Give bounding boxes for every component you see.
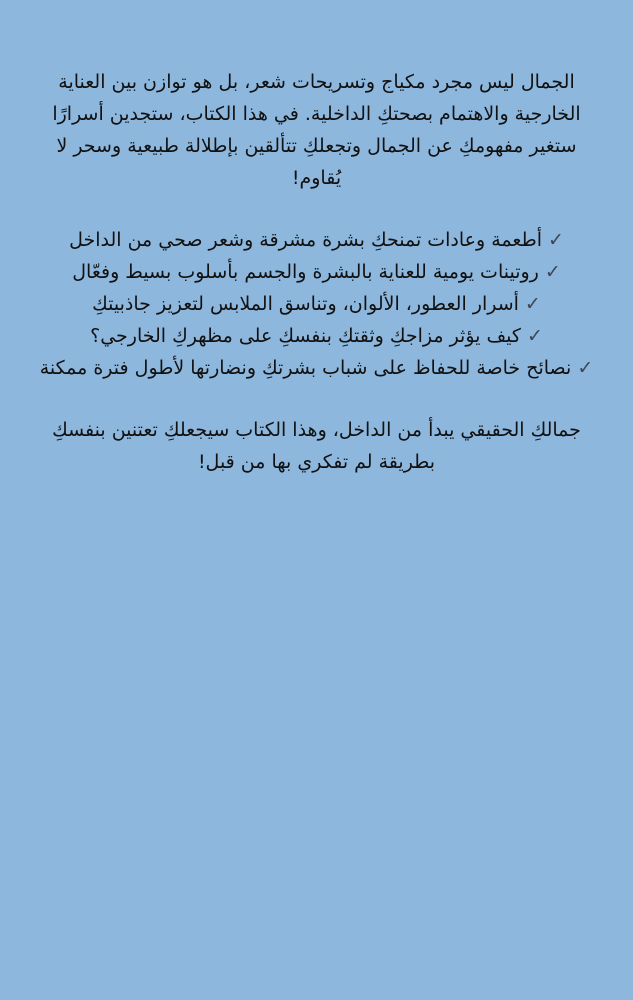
closing-paragraph: جمالكِ الحقيقي يبدأ من الداخل، وهذا الكتاب سيجعلكِ تعتنين بنفسكِ بطريقة لم تفكري بها من قبل! bbox=[52, 419, 581, 473]
check-icon: ✓ bbox=[544, 261, 561, 283]
list-item bbox=[34, 288, 599, 320]
check-icon: ✓ bbox=[524, 293, 541, 315]
check-icon: ✓ bbox=[577, 357, 594, 379]
list-item-text: أطعمة وعادات تمنحكِ بشرة مشرقة وشعر صحي من الداخل bbox=[69, 229, 542, 251]
list-item bbox=[34, 320, 599, 352]
benefits-list bbox=[34, 224, 599, 384]
check-icon: ✓ bbox=[526, 325, 543, 347]
list-item-text: أسرار العطور، الألوان، وتناسق الملابس لتعزيز جاذبيتكِ bbox=[92, 293, 519, 315]
list-item bbox=[34, 352, 599, 384]
list-item-text: نصائح خاصة للحفاظ على شباب بشرتكِ ونضارتها لأطول فترة ممكنة bbox=[39, 357, 572, 379]
list-item-text: روتينات يومية للعناية بالبشرة والجسم بأسلوب بسيط وفعّال bbox=[72, 261, 539, 283]
list-item bbox=[34, 256, 599, 288]
check-icon: ✓ bbox=[547, 229, 564, 251]
list-item bbox=[34, 224, 599, 256]
list-item-text: كيف يؤثر مزاجكِ وثقتكِ بنفسكِ على مظهركِ الخارجي؟ bbox=[90, 325, 521, 347]
intro-paragraph: الجمال ليس مجرد مكياج وتسريحات شعر، بل هو توازن بين العناية الخارجية والاهتمام بصحتكِ الداخلية. في هذا الكتاب، ستجدين أسرارًا ستغير مفهومكِ عن الجمال وتجعلكِ تتألقين بإطلالة طبيعية وسحر لا يُقاوم! bbox=[52, 71, 581, 189]
